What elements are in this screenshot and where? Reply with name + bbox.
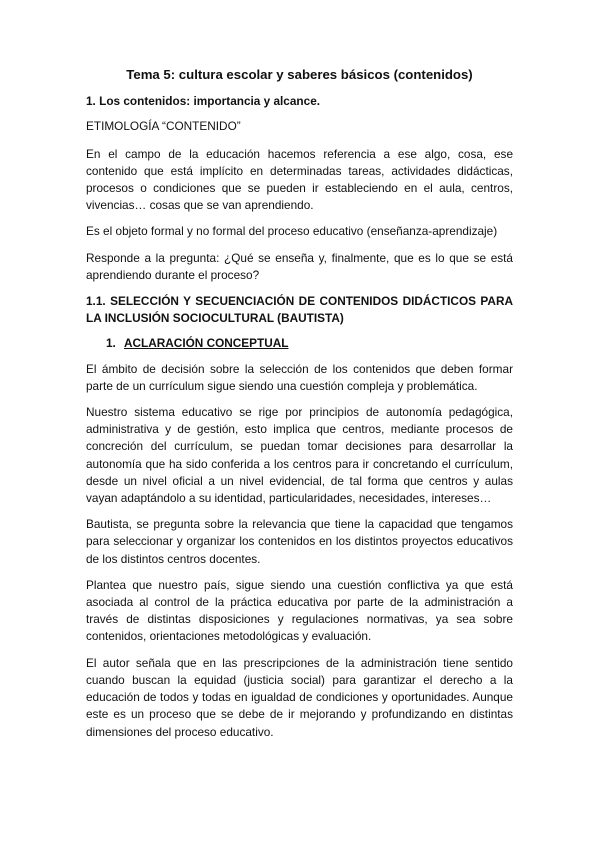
etymology-label: ETIMOLOGÍA “CONTENIDO” — [86, 119, 241, 134]
section-heading: 1. Los contenidos: importancia y alcance. — [86, 94, 321, 109]
paragraph: Bautista, se pregunta sobre la relevancia que tiene la capacidad que tengamos para seleccionar y organizar los contenidos en los distintos proyectos educativos de los distintos centros docentes. — [86, 517, 513, 566]
paragraph: El ámbito de decisión sobre la selección de los contenidos que deben formar parte de un currículum sigue siendo una cuestión compleja y problemática. — [86, 361, 513, 393]
paragraph-object: Es el objeto formal y no formal del proceso educativo (enseñanza-aprendizaje) — [86, 224, 498, 239]
paragraph-question: Responde a la pregunta: ¿Qué se enseña y, finalmente, que es lo que se está aprendiendo durante el proceso? — [86, 250, 513, 282]
paragraph: El autor señala que en las prescripciones de la administración tiene sentido cuando buscan la equidad (justicia social) para garantizar el derecho a la educación de todos y todas en igualdad de condiciones y oportunidades. Aunque este es un proceso que se debe de ir mejorando y profundizando en distintas dimensiones del proceso educativo. — [86, 655, 513, 739]
paragraph: Nuestro sistema educativo se rige por principios de autonomía pedagógica, administrativa y de gestión, esto implica que centros, mediante procesos de concreción del currículum, se puedan tomar decisiones para desarrollar la autonomía que ha sido conferida a los centros para ir concretando el currículum, desde un nivel oficial a un nivel evidencial, de tal forma que centros y aulas vayan adaptándolo a su identidad, particularidades, necesidades, intereses… — [86, 405, 513, 506]
subsection-heading: 1.1. SELECCIÓN Y SECUENCIACIÓN DE CONTENIDOS DIDÁCTICOS PARA LA INCLUSIÓN SOCIOCULTURAL (BAUTISTA) — [86, 294, 513, 326]
subsection-number: 1. — [106, 336, 116, 351]
document-title: Tema 5: cultura escolar y saberes básicos (contenidos) — [126, 67, 473, 82]
subsection-title-text: ACLARACIÓN CONCEPTUAL — [124, 336, 289, 351]
subsection-title — [106, 335, 513, 352]
document-page — [86, 66, 513, 750]
paragraph-intro: En el campo de la educación hacemos referencia a ese algo, cosa, ese contenido que está implícito en determinadas tareas, actividades didácticas, procesos o condiciones que se pueden ir estableciendo en el aula, centros, vivencias… cosas que se van aprendiendo. — [86, 146, 513, 213]
paragraph: Plantea que nuestro país, sigue siendo una cuestión conflictiva ya que está asociada al control de la práctica educativa por parte de la administración a través de distintas disposiciones y regulaciones normativas, ya sea sobre contenidos, orientaciones metodológicas y evaluación. — [86, 577, 513, 644]
